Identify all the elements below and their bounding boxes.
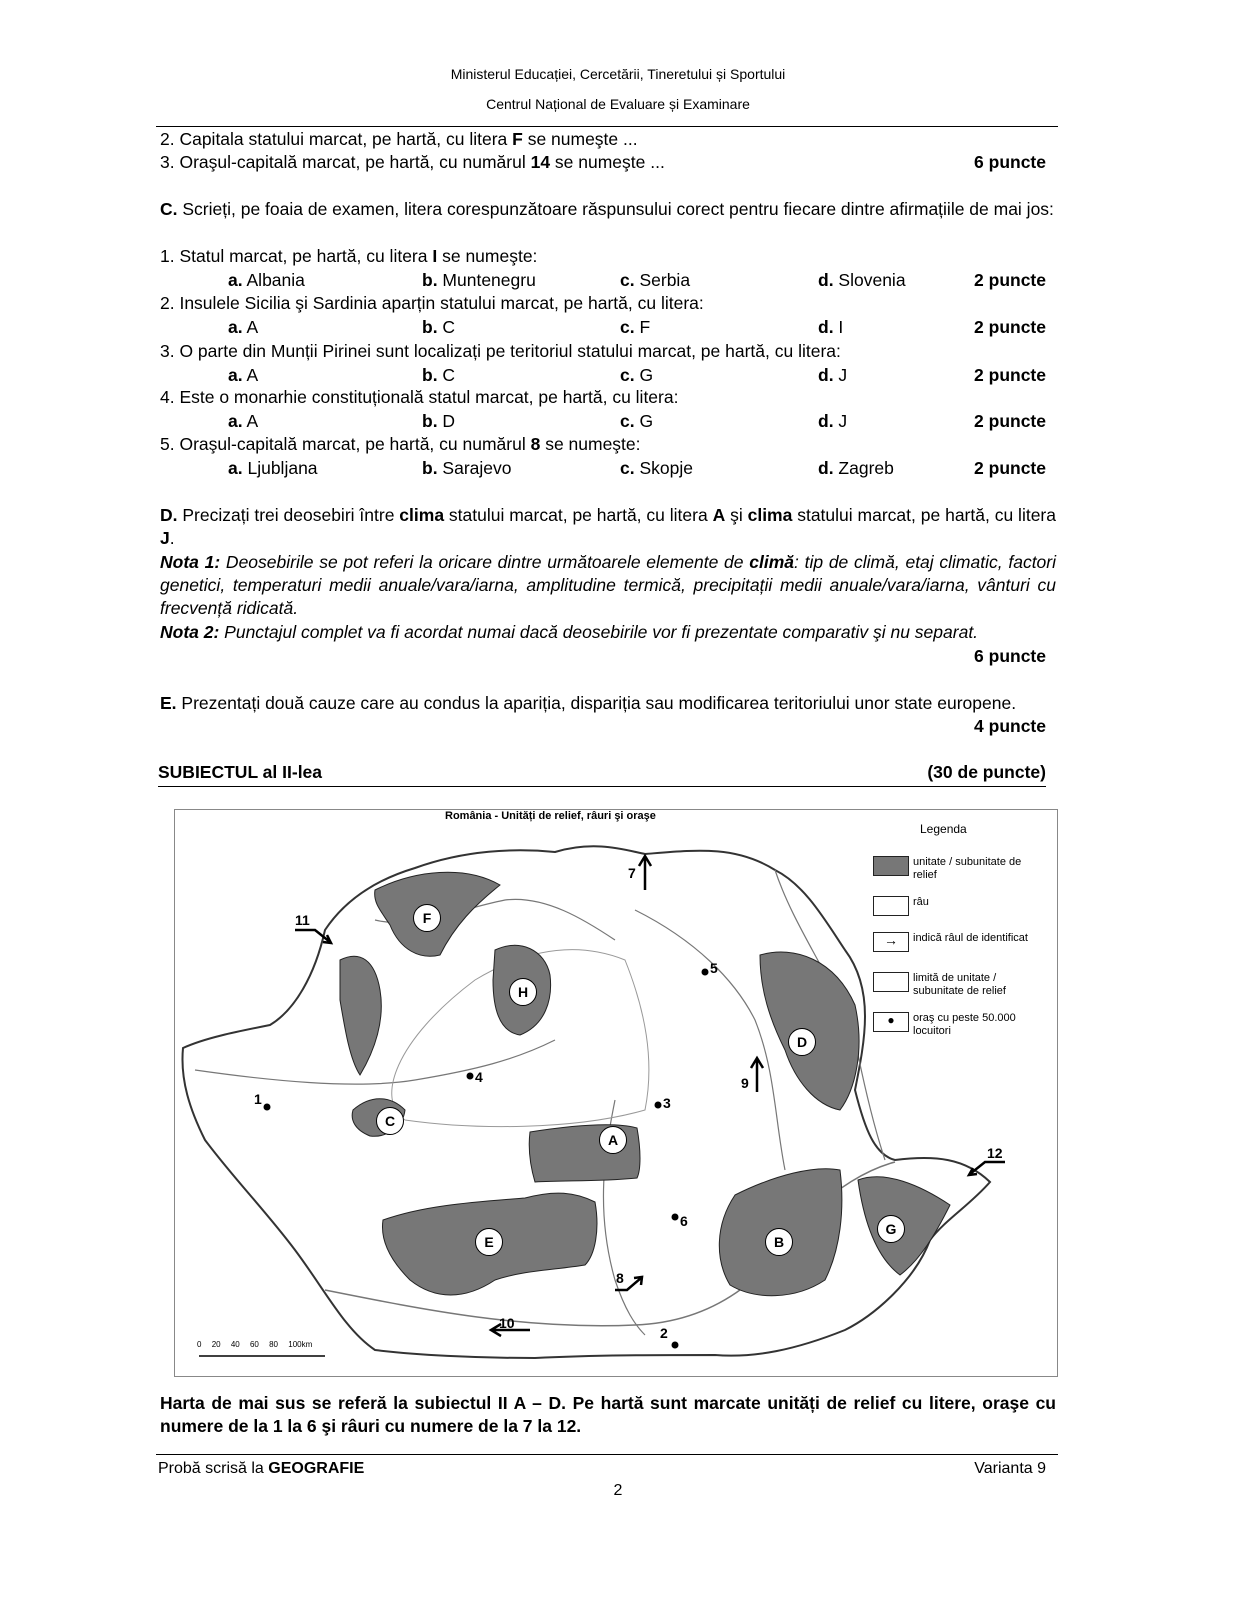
part-c-q3-option-a: a. A — [228, 365, 259, 385]
part-c-q4-points: 2 puncte — [974, 411, 1046, 431]
part-c-q2-option-a: a. A — [228, 317, 259, 337]
city-label-5: 5 — [710, 960, 718, 976]
part-c-intro: C. Scrieți, pe foaia de examen, litera corespunzătoare răspunsului corect pentru fiecare dintre afirmațiile de mai jos: — [160, 199, 1054, 219]
part-d-nota2: Nota 2: Punctajul complet va fi acordat numai dacă deosebirile vor fi prezentate comparativ şi nu separat. — [160, 622, 979, 642]
header-ministry: Ministerul Educației, Cercetării, Tineretului și Sportului — [450, 66, 786, 82]
relief-unit-swatch-icon — [873, 856, 909, 876]
header-rule — [156, 126, 1058, 127]
river-label-9: 9 — [741, 1075, 749, 1091]
part-c-q2-option-c: c. F — [620, 317, 651, 337]
part-c-q1-option-d: d. Slovenia — [818, 270, 906, 290]
footer-rule — [156, 1454, 1058, 1455]
points-b: 6 puncte — [974, 152, 1046, 172]
map-title: România - Unități de relief, râuri şi oraşe — [445, 810, 656, 822]
part-c-q2-points: 2 puncte — [974, 317, 1046, 337]
part-d-text: D. Precizați trei deosebiri între clima statului marcat, pe hartă, cu litera A şi clima statului marcat, pe hartă, cu litera J. — [160, 505, 1056, 548]
part-c-q3-option-c: c. G — [620, 365, 654, 385]
part-e-text: E. Prezentați două cauze care au condus la apariția, dispariția sau modificarea teritoriului unor state europene. — [160, 693, 1017, 713]
city-dot-symbol-icon: ● — [873, 1012, 909, 1032]
points-e: 4 puncte — [974, 716, 1046, 736]
footer-variant: Varianta 9 — [974, 1460, 1046, 1477]
part-c-q5-option-b: b. Sarajevo — [422, 458, 512, 478]
relief-label-G: G — [877, 1215, 905, 1243]
question-b3: 3. Oraşul-capitală marcat, pe hartă, cu numărul 14 se numeşte ... — [160, 152, 665, 172]
part-c-question-5: 5. Oraşul-capitală marcat, pe hartă, cu numărul 8 se numeşte: — [160, 434, 641, 454]
map-svg — [175, 810, 1057, 1376]
river-label-8: 8 — [616, 1270, 624, 1286]
river-label-12: 12 — [987, 1145, 1003, 1161]
city-label-2: 2 — [660, 1325, 668, 1341]
city-dot-2 — [672, 1342, 679, 1349]
part-c-question-3: 3. O parte din Munții Pirinei sunt localizați pe teritoriul statului marcat, pe hartă, cu litera: — [160, 341, 841, 361]
part-c-question-1: 1. Statul marcat, pe hartă, cu litera I se numeşte: — [160, 246, 538, 266]
river-symbol-icon — [873, 896, 909, 916]
river-label-10: 10 — [499, 1315, 515, 1331]
scale-labels: 0 20 40 60 80 100km — [197, 1340, 313, 1349]
part-c-q2-option-d: d. I — [818, 317, 844, 337]
arrow-7 — [639, 856, 651, 890]
arrow-11 — [295, 930, 331, 943]
part-c-q4-option-b: b. D — [422, 411, 456, 431]
part-c-q5-option-d: d. Zagreb — [818, 458, 894, 478]
question-b2: 2. Capitala statului marcat, pe hartă, cu litera F se numeşte ... — [160, 129, 638, 149]
relief-label-H: H — [509, 978, 537, 1006]
part-c-question-4: 4. Este o monarhie constituțională statul marcat, pe hartă, cu litera: — [160, 387, 679, 407]
subiect-2-points: (30 de puncte) — [927, 762, 1046, 782]
subiect-2-title: SUBIECTUL al II-lea — [158, 762, 323, 782]
city-dot-6 — [672, 1214, 679, 1221]
relief-label-A: A — [599, 1126, 627, 1154]
river-label-7: 7 — [628, 865, 636, 881]
city-label-4: 4 — [475, 1069, 483, 1085]
header-center: Centrul Național de Evaluare și Examinare — [486, 96, 750, 112]
relief-label-B: B — [765, 1228, 793, 1256]
part-c-q3-option-b: b. C — [422, 365, 456, 385]
romania-map: România - Unități de relief, râuri şi oraşe F H D C A E B G 1 2 3 4 5 6 7 8 9 10 11 12 0 20 40 60 80 100km Legenda unitate / subunitate de relief râu → indică râul de identificat limită de unitate / subunitate de relief ● oraş cu peste 50.000 locuitori — [174, 809, 1058, 1377]
part-d-nota1: Nota 1: Deosebirile se pot referi la oricare dintre următoarele elemente de climă: tip de climă, etaj climatic, factori genetici, temperaturi medii anuale/vara/iarna, amplitudine termică, precipitații medii anuale/vara/iarna, vânturi cu frecvență ridicată. — [160, 552, 1056, 618]
part-c-q1-option-b: b. Muntenegru — [422, 270, 536, 290]
city-dot-4 — [467, 1073, 474, 1080]
relief-label-C: C — [376, 1107, 404, 1135]
part-c-q3-option-d: d. J — [818, 365, 848, 385]
arrow-symbol-icon: → — [873, 932, 909, 952]
page-number: 2 — [613, 1482, 623, 1499]
part-c-question-2: 2. Insulele Sicilia şi Sardinia aparțin statului marcat, pe hartă, cu litera: — [160, 293, 704, 313]
arrow-9 — [751, 1058, 763, 1092]
arrow-12 — [969, 1162, 1005, 1175]
part-c-q1-points: 2 puncte — [974, 270, 1046, 290]
part-c-q5-option-a: a. Ljubljana — [228, 458, 318, 478]
part-c-q4-option-c: c. G — [620, 411, 654, 431]
city-label-1: 1 — [254, 1091, 262, 1107]
part-c-q4-option-a: a. A — [228, 411, 259, 431]
part-c-q1-option-c: c. Serbia — [620, 270, 691, 290]
city-label-3: 3 — [663, 1095, 671, 1111]
part-c-q4-option-d: d. J — [818, 411, 848, 431]
part-c-q1-option-a: a. Albania — [228, 270, 305, 290]
city-dot-5 — [702, 969, 709, 976]
relief-label-D: D — [788, 1028, 816, 1056]
map-caption: Harta de mai sus se referă la subiectul II A – D. Pe hartă sunt marcate unități de relief cu litere, oraşe cu numere de la 1 la 6 şi râuri cu numere de la 7 la 12. — [160, 1393, 1056, 1436]
legend-title: Legenda — [920, 822, 967, 836]
city-dot-3 — [655, 1102, 662, 1109]
part-c-q5-points: 2 puncte — [974, 458, 1046, 478]
river-label-11: 11 — [295, 912, 310, 928]
relief-label-E: E — [475, 1228, 503, 1256]
city-dot-1 — [264, 1104, 271, 1111]
city-label-6: 6 — [680, 1213, 688, 1229]
footer-left: Probă scrisă la GEOGRAFIE — [158, 1460, 365, 1477]
river-siret — [635, 910, 785, 1170]
relief-label-F: F — [413, 904, 441, 932]
subiect-2-heading — [158, 762, 1046, 787]
part-c-q5-option-c: c. Skopje — [620, 458, 693, 478]
part-c-q3-points: 2 puncte — [974, 365, 1046, 385]
boundary-line-symbol-icon — [873, 972, 909, 992]
points-d: 6 puncte — [974, 646, 1046, 666]
river-mures — [195, 1040, 555, 1084]
relief-unit-F-west — [340, 956, 381, 1075]
part-c-q2-option-b: b. C — [422, 317, 456, 337]
